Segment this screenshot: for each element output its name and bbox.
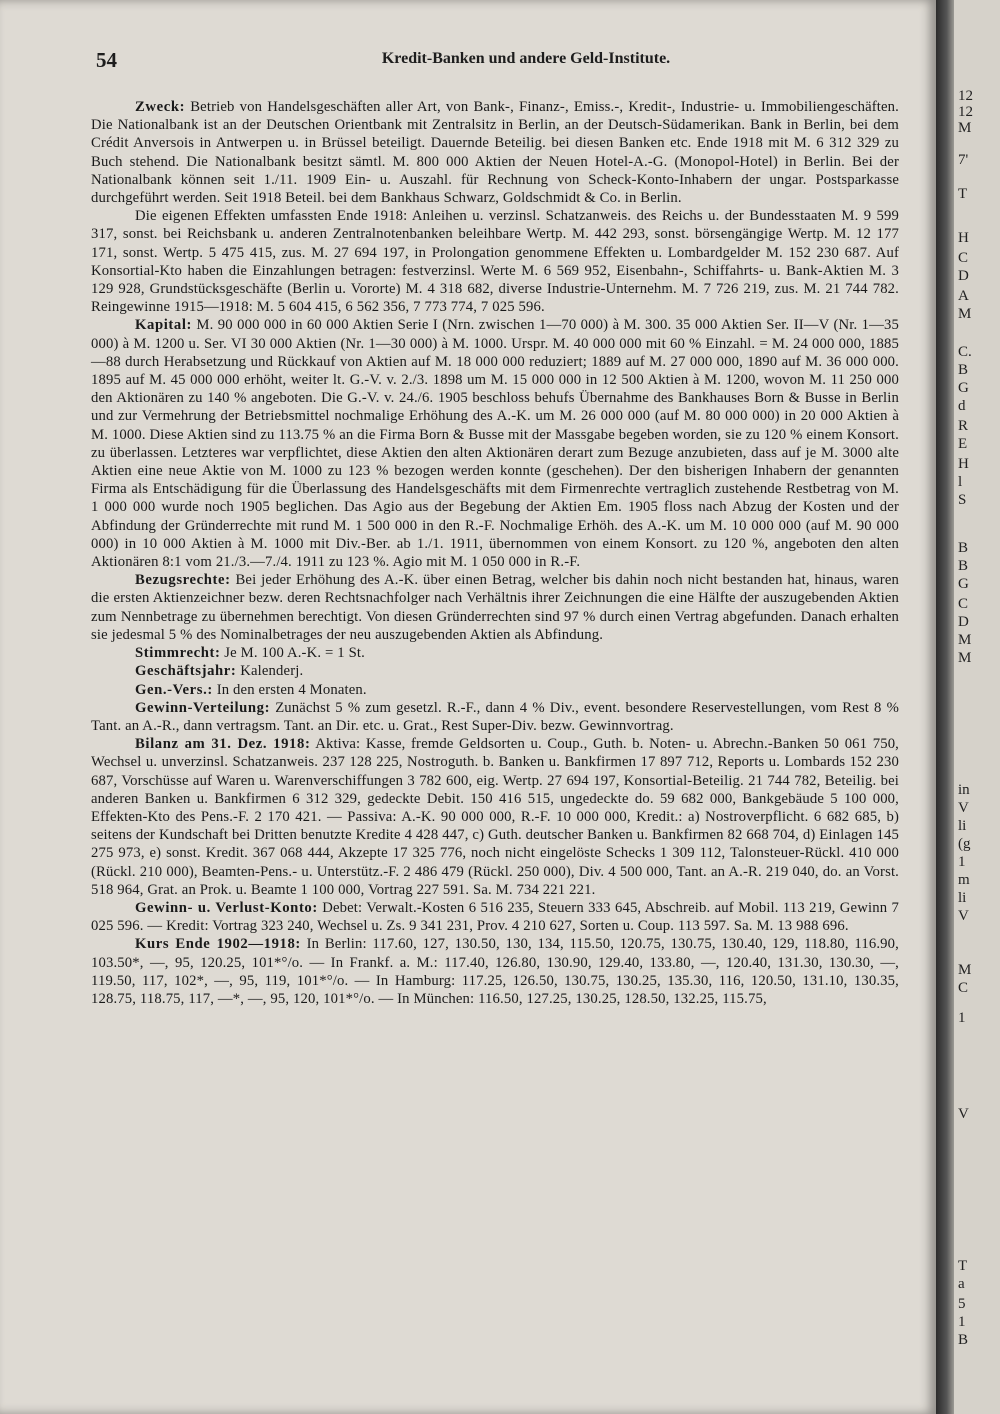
paragraph-lead: Gen.-Vers.: <box>135 681 213 698</box>
paragraph-text: M. 90 000 000 in 60 000 Aktien Serie I (Nrn. zwischen 1—70 000) à M. 300. 35 000 Aktien Ser. II—V (Nr. 1—35 000) à M. 1200 u. Ser. VI 30 000 Aktien (Nr. 1—30 000) à M. 1000. Urspr. M. 40 000 000 mit 60 % Einzahl. = M. 24 000 000, 1885—88 durch Herabsetzung und Rückkauf von Aktien auf M. 18 000 000 reduziert; 1889 auf M. 27 000 000, 1890 auf M. 36 000 000. 1895 auf M. 45 000 000 erhöht, weiter lt. G.-V. v. 2./3. 1898 um M. 15 000 000 in 12 500 Aktien à M. 1200, wovon M. 11 250 000 den Aktionären zu 140 % angeboten. Die G.-V. v. 24./6. 1905 beschloss behufs Übernahme des Bankhauses Born & Busse in Berlin und zur Vermehrung der Betriebsmittel nochmalige Erhöhung des A.-K. um M. 26 000 000 (auf M. 80 000 000) in 20 000 Aktien à M. 1000. Diese Aktien sind zu 113.75 % an die Firma Born & Busse mit der Massgabe begeben worden, sie zu 120 % einem Konsort. zu überlassen. Letzteres war verpflichtet, diese Aktien den alten Aktionären derart zum Bezuge anzubieten, dass auf je M. 3000 alte Aktien eine neue Aktie von M. 1000 zu 123 % bezogen werden konnte (geschehen). Der den bisherigen Inhabern der genannten Firma als Entschädigung für die Überlassung des Handelsgeschäfts mit dem Firmenrechte vertraglich zustehende Restbetrag von M. 1 000 000 wurde noch 1905 beglichen. Das Agio aus der Begebung der Aktien Em. 1905 floss nach Abzug der Kosten und der Abfindung der Gründerrechte mit rund M. 1 500 000 in den R.-F. Nochmalige Erhöh. des A.-K. um M. 10 000 000 (auf M. 90 000 000) in 10 000 Aktien à M. 1000 mit Div.-Ber. ab 1./1. 1911, übernommen von einem Konsort. zu 120 %, angeboten den alten Aktionären 8:1 vom 21./3.—7./4. 1911 zu 123 %. Agio mit M. 1 050 000 in R.-F. <box>91 317 900 571</box>
adjacent-page-fragment: 5 <box>958 1296 966 1312</box>
paragraph-lead: Gewinn- u. Verlust-Konto: <box>135 899 318 916</box>
adjacent-page-fragment: D <box>958 614 969 630</box>
book-gutter <box>936 0 954 1414</box>
body-text <box>91 98 899 1008</box>
adjacent-page-fragment: M <box>958 306 972 322</box>
adjacent-page-fragment: C. <box>958 344 972 360</box>
adjacent-page-fragment: M <box>958 120 972 136</box>
adjacent-page-fragment: li <box>958 890 967 906</box>
adjacent-page-fragment: A <box>958 288 969 304</box>
paragraph-lead: Bezugsrechte: <box>135 572 231 589</box>
adjacent-page-fragment: 1 <box>958 1010 966 1026</box>
adjacent-page-fragment: in <box>958 782 970 798</box>
paragraph-lead: Kurs Ende 1902—1918: <box>135 936 301 953</box>
adjacent-page-fragment: S <box>958 492 967 508</box>
adjacent-page-edge <box>954 0 1000 1414</box>
paragraph-text: In den ersten 4 Monaten. <box>216 681 367 698</box>
paragraph-lead: Geschäftsjahr: <box>135 663 237 680</box>
adjacent-page-fragment: T <box>958 1258 968 1274</box>
paragraph-lead: Zweck: <box>135 99 186 115</box>
adjacent-page-fragment: D <box>958 268 969 284</box>
adjacent-page-fragment: V <box>958 908 969 924</box>
adjacent-page-fragment: B <box>958 1332 969 1348</box>
paragraph-lead: Bilanz am 31. Dez. 1918: <box>135 736 311 753</box>
page-number: 54 <box>96 48 117 72</box>
adjacent-page-fragment: H <box>958 230 969 246</box>
paragraph-gen-vers <box>91 681 899 699</box>
adjacent-page-fragment: R <box>958 418 969 434</box>
adjacent-page-fragment: M <box>958 632 972 648</box>
paragraph-text: Debet: Verwalt.-Kosten 6 516 235, Steuern 333 645, Abschreib. auf Mobil. 113 219, Gewinn 7 025 596. — Kredit: Vortrag 323 240, Wechsel u. Zs. 9 341 231, Prov. 4 210 627, Sorten u. Coup. 113 597. Sa. M. 13 988 696. <box>91 899 899 935</box>
adjacent-page-fragment: T <box>958 186 968 202</box>
running-head: Kredit-Banken und andere Geld-Institute. <box>381 50 671 67</box>
paragraph-lead: Kapital: <box>135 317 193 334</box>
adjacent-page-fragment: V <box>958 1106 969 1122</box>
adjacent-page-fragment: C <box>958 250 969 266</box>
adjacent-page-fragment: M <box>958 650 972 666</box>
adjacent-page-fragment: B <box>958 362 969 378</box>
adjacent-page-fragment: G <box>958 380 969 396</box>
page-header <box>96 48 896 74</box>
paragraph-lead: Gewinn-Verteilung: <box>135 699 271 716</box>
paragraph-text: Die eigenen Effekten umfassten Ende 1918: Anleihen u. verzinsl. Schatzanweis. des Reichs u. der Bundesstaaten M. 9 599 317, sonst. bei Reichsbank u. anderen Zentralnotenbanken beleihbare Wertp. M. 442 293, sonst. börsengängige Wertp. M. 12 177 171, sonst. Wertp. 5 475 415, zus. M. 27 694 197, in Prolongation genommene Effekten u. Lombardgelder M. 152 230 687. Auf Konsortial-Kto haben die Einzahlungen betragen: festverzinsl. Werte M. 6 569 952, Eisenbahn-, Schiffahrts- u. Bank-Aktien M. 3 129 928, Grundstücksgeschäfte (Berlin u. Vororte) M. 4 318 682, diverse Industrie-Unternehm. M. 7 726 219, zus. M. 21 744 782. Reingewinne 1915—1918: M. 5 604 415, 6 562 356, 7 773 774, 7 025 596. <box>91 208 899 316</box>
paragraph-text: Bei jeder Erhöhung des A.-K. über einen Betrag, welcher bis dahin noch nicht bestanden hat, hinaus, waren die ersten Aktienzeichner bezw. deren Rechtsnachfolger nach Verhältnis ihrer Zeichnungen die eine Hälfte der auszugebenden Aktien zum Nennbetrage zu übernehmen berechtigt. Von diesen Gründerrechten sind 97 % durch einen Vertrag abgefunden. Danach erhalten sie jedesmal 5 % des Nominalbetrages der neu auszugebenden Aktien als Abfindung. <box>91 572 899 643</box>
paragraph-gewinn-verlust <box>91 899 899 935</box>
adjacent-page-fragment: C <box>958 596 969 612</box>
adjacent-page-fragment: li <box>958 818 967 834</box>
paragraph-bilanz <box>91 735 899 899</box>
adjacent-page-fragment: 12 <box>958 104 973 120</box>
adjacent-page-fragment: a <box>958 1276 965 1292</box>
adjacent-page-fragment: B <box>958 558 969 574</box>
adjacent-page-fragment: 1 <box>958 1314 966 1330</box>
paragraph-stimmrecht <box>91 644 899 662</box>
adjacent-page-fragment: M <box>958 962 972 978</box>
adjacent-page-fragment: C <box>958 980 969 996</box>
paragraph-text: Je M. 100 A.-K. = 1 St. <box>224 645 365 662</box>
paragraph-gewinn-verteilung <box>91 699 899 735</box>
paragraph-geschaeftsjahr <box>91 662 899 680</box>
adjacent-page-fragment: E <box>958 436 968 452</box>
paragraph-effekten <box>91 207 899 316</box>
adjacent-page-fragment: 12 <box>958 88 973 104</box>
paragraph-kapital <box>91 316 899 571</box>
paragraph-text: Betrieb von Handelsgeschäften aller Art, von Bank-, Finanz-, Emiss.-, Kredit-, Industrie- u. Immobiliengeschäften. Die Nationalbank ist an der Deutschen Orientbank mit Zentralsitz in Berlin, an der Deutsch-Südamerikan. Bank in Berlin, bei dem Crédit Anversois in Antwerpen u. in Brüssel beteiligt. Dauernde Beteilig. bei diesen Banken etc. Ende 1918 mit M. 6 312 329 zu Buch stehend. Die Nationalbank besitzt sämtl. M. 800 000 Aktien der Neuen Hotel-A.-G. (Monopol-Hotel) in Berlin. Bei der Nationalbank können seit 1./11. 1909 Ein- u. Auszahl. für Rechnung von Scheck-Konto-Inhabern der ungar. Postsparkasse durchgeführt werden. Seit 1918 Beteil. bei dem Bankhaus Schwarz, Goldschmidt & Co. in Berlin. <box>91 99 899 207</box>
paragraph-text: In Berlin: 117.60, 127, 130.50, 130, 134, 115.50, 120.75, 130.75, 130.40, 129, 118.80, 116.90, 103.50*, —, 95, 120.25, 101*°/o. — In Frankf. a. M.: 117.40, 126.80, 130.90, 129.40, 133.80, —, 120.40, 131.30, 130.30, —, 119.50, 117, 102*, —, 95, 119, 101*°/o. — In Hamburg: 117.25, 126.50, 130.75, 130.25, 135.30, 116, 120.50, 131.10, 130.35, 128.75, 118.75, 117, —*, —, 95, 120, 101*°/o. — In München: 116.50, 127.25, 130.25, 128.50, 132.25, 115.75, <box>91 936 899 1007</box>
adjacent-page-fragment: V <box>958 800 969 816</box>
adjacent-page-fragment: B <box>958 540 969 556</box>
adjacent-page-fragment: (g <box>958 836 971 852</box>
adjacent-page-fragment: G <box>958 576 969 592</box>
adjacent-page-fragment: l <box>958 474 963 490</box>
adjacent-page-fragment: m <box>958 872 970 888</box>
paragraph-text: Zunächst 5 % zum gesetzl. R.-F., dann 4 % Div., event. besondere Reservestellungen, vom Rest 8 % Tant. an A.-R., dann vertragsm. Tant. an Dir. etc. u. Grat., Rest Super-Div. bezw. Gewinnvortrag. <box>91 699 899 734</box>
paragraph-text: Kalenderj. <box>240 663 304 680</box>
paragraph-zweck <box>91 98 899 207</box>
adjacent-page-fragment: 1 <box>958 854 966 870</box>
adjacent-page-fragment: H <box>958 456 969 472</box>
paragraph-bezugsrechte <box>91 571 899 644</box>
paragraph-kurs <box>91 935 899 1008</box>
paragraph-text: Aktiva: Kasse, fremde Geldsorten u. Coup., Guth. b. Noten- u. Abrechn.-Banken 50 061 750, Wechsel u. unverzinsl. Schatzanweis. 237 128 225, Nostroguth. b. Banken u. Bankfirmen 17 897 712, Reports u. Lombards 152 230 687, Vorschüsse auf Waren u. Warenverschiffungen 3 782 600, eig. Wertp. 27 694 197, Konsortial-Beteilig. 21 744 782, Beteilig. bei anderen Banken u. Bankfirmen 6 312 329, gedeckte Debit. 150 416 515, ungedeckte do. 59 682 000, Bankgebäude 5 100 000, Effekten-Kto des Pens.-F. 2 170 421. — Passiva: A.-K. 90 000 000, R.-F. 10 000 000, Kredit.: a) Nostroverpflicht. 6 682 685, b) seitens der Kundschaft bei Dritten benutzte Kredite 4 428 447, c) Guth. deutscher Banken u. Bankfirmen 82 668 704, d) Einlagen 145 275 973, e) sonst. Kredit. 367 068 444, Akzepte 17 325 776, noch nicht eingelöste Schecks 1 309 112, Talonsteuer-Rückl. 410 000 (Rückl. 210 000), Beamten-Pens.- u. Unterstütz.-F. 2 486 479 (Rückl. 250 000), Div. 4 500 000, Tant. an A.-R. 219 040, do. an Vorst. 518 964, Grat. an Prok. u. Beamte 1 100 000, Vortrag 227 591. Sa. M. 734 221 221. <box>91 736 900 898</box>
adjacent-page-fragment: 7' <box>958 152 969 168</box>
paragraph-lead: Stimmrecht: <box>135 645 221 662</box>
adjacent-page-fragment: d <box>958 398 966 414</box>
